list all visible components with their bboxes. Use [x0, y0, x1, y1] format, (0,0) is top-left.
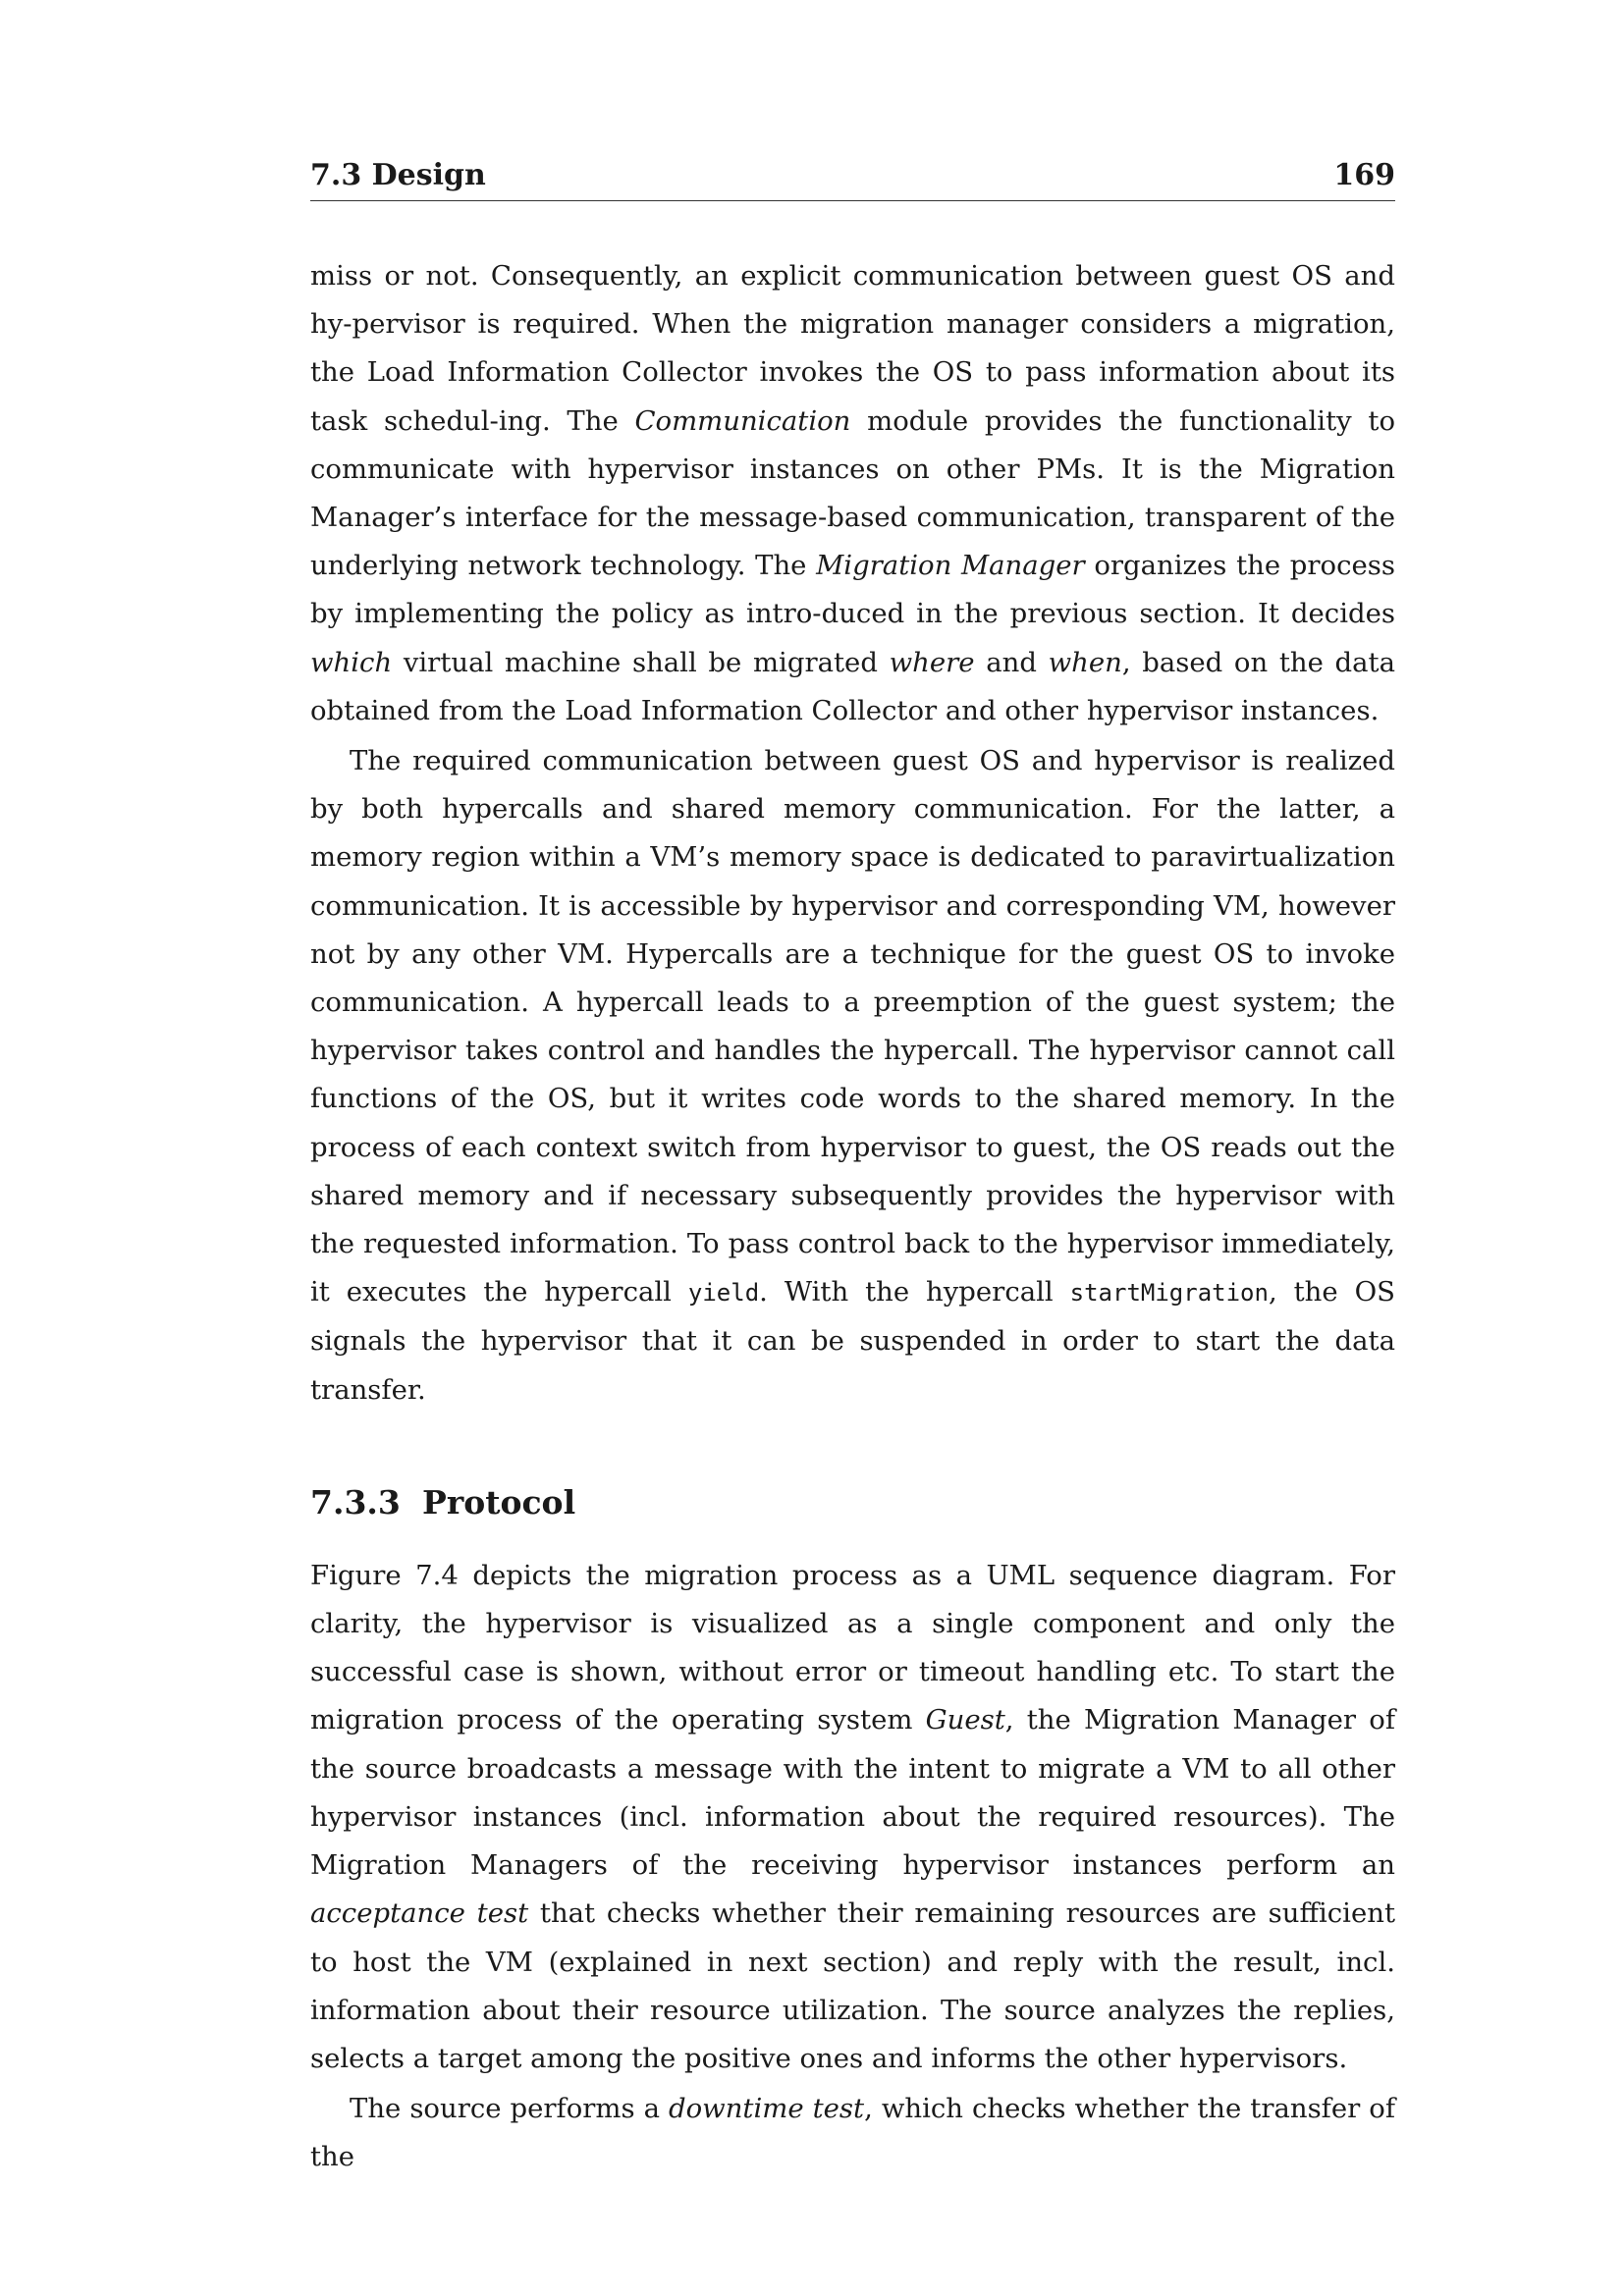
section-number: 7.3.3 — [310, 1482, 401, 1522]
body-text — [310, 252, 1395, 2182]
term-acceptance-test: acceptance test — [310, 1897, 529, 1930]
term-communication: Communication — [634, 404, 851, 437]
text-run: and — [974, 646, 1049, 678]
text-run: module provides the functionality to communicate with hypervisor instances on other PMs. It is the Migration Manager’s interface for the message-based communication, transparent of the underlying network technology. The — [310, 404, 1396, 582]
text-run: , which checks whether the transfer of the — [310, 2093, 1396, 2173]
running-head — [310, 157, 1395, 201]
section-heading-title: Protocol — [422, 1482, 576, 1522]
code-start-migration: startMigration — [1069, 1279, 1269, 1308]
paragraph-4 — [310, 2085, 1395, 2181]
term-guest: Guest — [925, 1704, 1005, 1736]
code-yield: yield — [687, 1279, 760, 1308]
page-number: 169 — [1333, 158, 1395, 192]
text-run: Figure 7.4 depicts the migration process as a UML sequence diagram. For clarity, the hypervisor is visualized as a single component and only the successful case is shown, without error or timeout handling etc. To start the migration process of the operating system — [310, 1559, 1395, 1736]
paragraph-2 — [310, 737, 1395, 1415]
text-run: virtual machine shall be migrated — [392, 646, 890, 678]
section-heading — [310, 1483, 1395, 1522]
text-run: The required communication between guest OS and hypervisor is realized by both hypercalls and shared memory communication. For the latter, a memory region within a VM’s memory space is dedicated to paravirtualization communication. It is accessible by hypervisor and corresponding VM, however not by any other VM. Hypercalls are a technique for the guest OS to invoke communication. A hypercall leads to a preemption of the guest system; the hypervisor takes control and handles the hypercall. The hypervisor cannot call functions of the OS, but it writes code words to the shared memory. In the process of each context switch from hypervisor to guest, the OS reads out the shared memory and if necessary subsequently provides the hypervisor with the requested information. To pass control back to the hypervisor immediately, it executes the hypercall — [310, 745, 1395, 1308]
text-run: , the OS signals the hypervisor that it can be suspended in order to start the data transfer. — [310, 1276, 1395, 1406]
term-where: where — [889, 646, 975, 678]
term-migration-manager: Migration Manager — [816, 550, 1085, 582]
term-when: when — [1048, 646, 1122, 678]
text-run: . With the hypercall — [759, 1276, 1070, 1308]
paragraph-3 — [310, 1552, 1395, 2083]
text-run: The source performs a — [350, 2093, 669, 2125]
text-run: , based on the data obtained from the Load Information Collector and other hypervisor instances. — [310, 646, 1395, 726]
page — [310, 157, 1395, 2182]
section-title: 7.3 Design — [310, 158, 486, 192]
term-downtime-test: downtime test — [669, 2093, 865, 2125]
term-which: which — [310, 646, 393, 678]
paragraph-1 — [310, 252, 1395, 735]
text-run: that checks whether their remaining resources are sufficient to host the VM (explained in next section) and reply with the result, incl. information about their resource utilization. The source analyzes the replies, selects a target among the positive ones and informs the other hypervisors. — [310, 1897, 1396, 2074]
text-run: organizes the process by implementing the policy as intro-duced in the previous section. It decides — [310, 550, 1395, 630]
text-run: , the Migration Manager of the source broadcasts a message with the intent to migrate a VM to all other hypervisor instances (incl. information about the required resources). The Migration Managers of the receiving hypervisor instances perform an — [310, 1704, 1396, 1882]
text-run: miss or not. Consequently, an explicit communication between guest OS and hy-pervisor is required. When the migration manager considers a migration, the Load Information Collector invokes the OS to pass information about its task schedul-ing. The — [310, 260, 1395, 437]
